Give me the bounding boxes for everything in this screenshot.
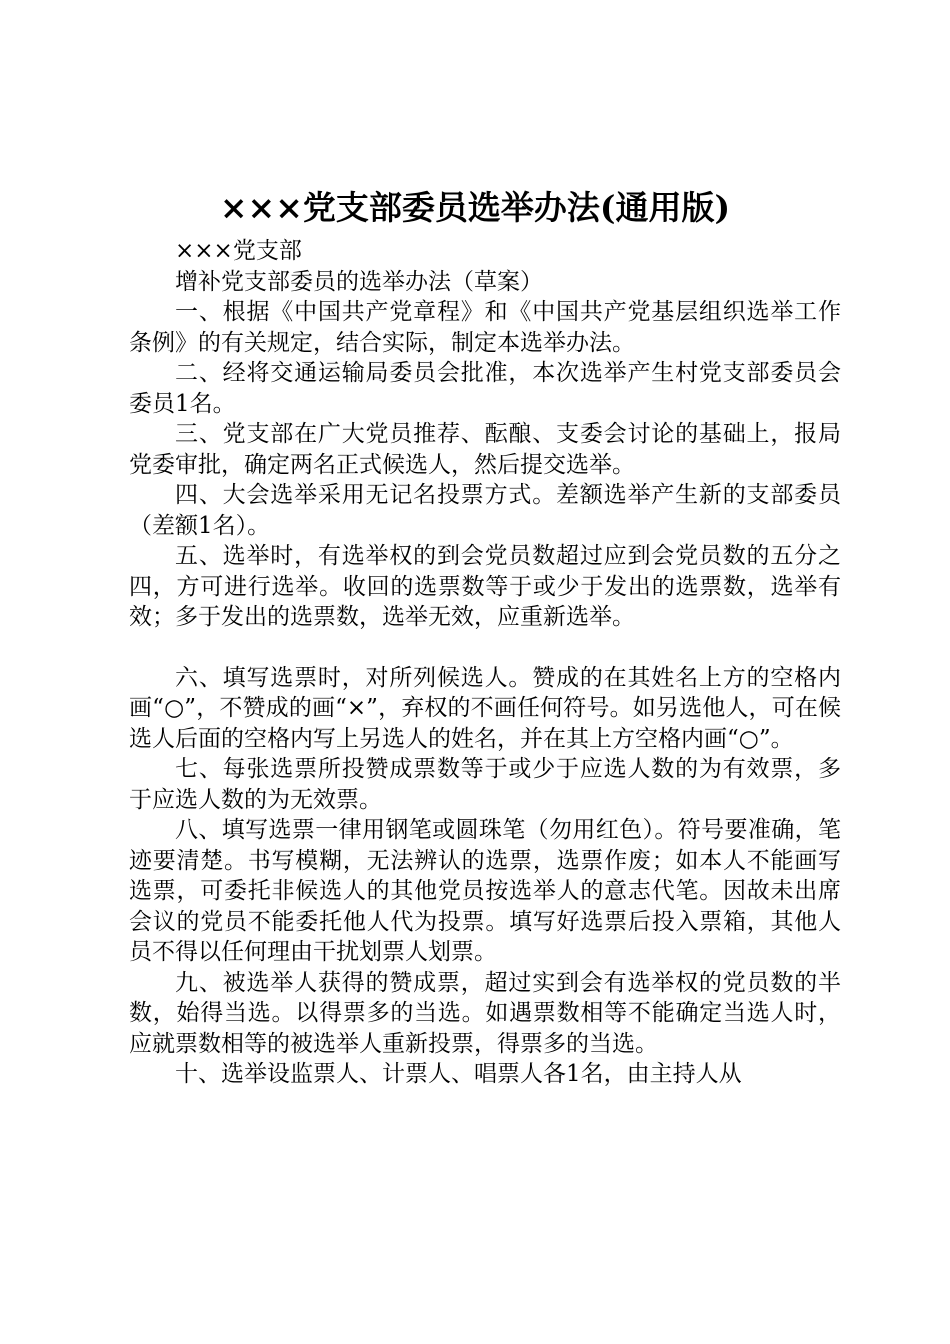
article-2: 二、经将交通运输局委员会批准，本次选举产生村党支部委员会委员1名。	[129, 360, 841, 417]
article-3: 三、党支部在广大党员推荐、酝酿、支委会讨论的基础上，报局党委审批，确定两名正式候选人，然后提交选举。	[129, 421, 841, 478]
article-9: 九、被选举人获得的赞成票，超过实到会有选举权的党员数的半数，始得当选。以得票多的当选。如遇票数相等不能确定当选人时，应就票数相等的被选举人重新投票，得票多的当选。	[129, 969, 841, 1057]
article-10: 十、选举设监票人、计票人、唱票人各1名，由主持人从	[175, 1061, 742, 1087]
article-5: 五、选举时，有选举权的到会党员数超过应到会党员数的五分之四，方可进行选举。收回的选票数等于或少于发出的选票数，选举有效；多于发出的选票数，选举无效，应重新选举。	[129, 543, 841, 630]
article-8: 八、填写选票一律用钢笔或圆珠笔（勿用红色）。符号要准确，笔迹要清楚。书写模糊，无法辨认的选票，选票作废；如本人不能画写选票，可委托非候选人的其他党员按选举人的意志代笔。因故未出席会议的党员不能委托他人代为投票。填写好选票后投入票箱，其他人员不得以任何理由干扰划票人划票。	[129, 817, 841, 965]
party-branch-name: ×××党支部	[175, 238, 302, 264]
document-body	[129, 236, 841, 1090]
draft-subtitle: 增补党支部委员的选举办法（草案）	[175, 268, 543, 295]
article-4: 四、大会选举采用无记名投票方式。差额选举产生新的支部委员（差额1名）。	[129, 482, 841, 539]
article-1: 一、根据《中国共产党章程》和《中国共产党基层组织选举工作条例》的有关规定，结合实际，制定本选举办法。	[129, 299, 841, 356]
article-6: 六、填写选票时，对所列候选人。赞成的在其姓名上方的空格内画“○”，不赞成的画“×”，弃权的不画任何符号。如另选他人，可在候选人后面的空格内写上另选人的姓名，并在其上方空格内画“○”。	[129, 664, 841, 752]
document-title: ×××党支部委员选举办法(通用版)	[219, 188, 731, 227]
article-7: 七、每张选票所投赞成票数等于或少于应选人数的为有效票，多于应选人数的为无效票。	[129, 756, 841, 813]
